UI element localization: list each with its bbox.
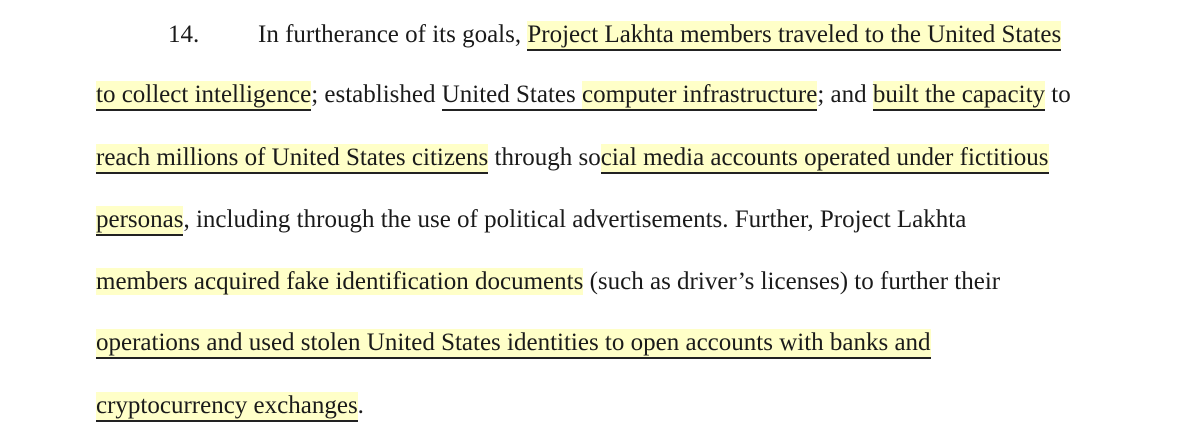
text-segment: ; and [817,81,873,108]
text-segment: , including through the use of political advertisements. Further, Project Lakhta [183,206,967,233]
underlined-text-segment: United States [442,81,582,111]
highlighted-text-segment: cryptocurrency exchanges [96,392,358,422]
paragraph-number: 14. [168,21,200,48]
highlighted-text-segment: personas [96,206,183,236]
text-segment: In furtherance of its goals, [258,21,528,48]
text-segment: through so [488,144,601,171]
highlighted-text-segment: members acquired fake identification documents [96,268,584,295]
highlighted-text-segment: to collect intelligence [96,81,311,111]
text-segment: to [1045,81,1071,108]
text-segment: (such as driver’s licenses) to further their [583,268,1001,295]
highlighted-text-segment: cial media accounts operated under fictitious [601,144,1049,174]
text-segment: . [357,392,364,419]
highlighted-text-segment: built the capacity [873,81,1045,111]
highlighted-text-segment: operations and used stolen United States identities to open accounts with banks and [96,329,931,359]
text-segment: ; established [311,81,442,108]
highlighted-text-segment: computer infrastructure [582,81,817,111]
highlighted-text-segment: reach millions of United States citizens [96,144,488,174]
highlighted-text-segment: Project Lakhta members traveled to the United States [527,21,1061,51]
